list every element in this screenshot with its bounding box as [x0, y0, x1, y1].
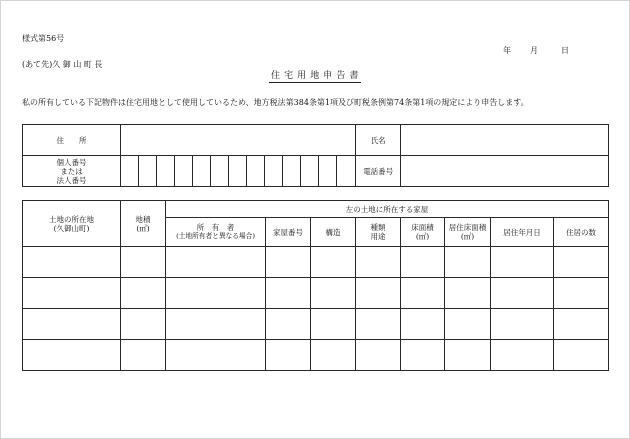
- property-cell-residence-date: [491, 309, 554, 340]
- property-cell-residential-floor-area: [445, 309, 491, 340]
- land-area-header-line: (㎡): [136, 223, 150, 233]
- structure-header: 構造: [311, 218, 356, 247]
- property-cell-dwelling-count: [554, 309, 609, 340]
- property-cell-residential-floor-area: [445, 340, 491, 371]
- owner-header-line: 所 有 者: [196, 223, 235, 232]
- property-cell-building-number: [266, 247, 311, 278]
- declaration-statement: 私の所有している下記物件は住宅用地として使用しているため、地方税法第384条第1項及び町税条例第74条第1項の規定により申告します。: [22, 98, 529, 107]
- applicant-table: [22, 124, 609, 187]
- number-digit-box: [229, 156, 247, 187]
- property-cell-dwelling-count: [554, 340, 609, 371]
- property-cell-owner: [166, 309, 266, 340]
- property-cell-residential-floor-area: [445, 247, 491, 278]
- type-use-header-line: 種類: [370, 223, 386, 232]
- number-label-line: 個人番号: [56, 157, 87, 167]
- property-cell-land-location: [23, 309, 121, 340]
- property-cell-floor-area: [401, 278, 445, 309]
- property-cell-building-number: [266, 309, 311, 340]
- property-cell-building-number: [266, 340, 311, 371]
- property-cell-type-use: [356, 340, 401, 371]
- number-label-line: 法人番号: [56, 175, 87, 185]
- property-cell-owner: [166, 247, 266, 278]
- property-cell-floor-area: [401, 309, 445, 340]
- number-digit-box: [301, 156, 319, 187]
- property-cell-structure: [311, 309, 356, 340]
- number-digit-box: [265, 156, 283, 187]
- property-cell-dwelling-count: [554, 278, 609, 309]
- number-digit-box: [139, 156, 157, 187]
- address-label: 住 所: [23, 125, 121, 156]
- property-cell-type-use: [356, 278, 401, 309]
- property-cell-residence-date: [491, 247, 554, 278]
- date-day-label: 日: [561, 46, 569, 55]
- address-row: [23, 125, 609, 156]
- type-use-header: [356, 218, 401, 247]
- property-cell-floor-area: [401, 247, 445, 278]
- number-row: [23, 156, 609, 187]
- property-cell-owner: [166, 340, 266, 371]
- land-location-header: [23, 201, 121, 247]
- property-table: [22, 200, 609, 371]
- land-location-header-line: (久御山町): [53, 223, 90, 233]
- property-cell-structure: [311, 278, 356, 309]
- property-cell-land-location: [23, 278, 121, 309]
- number-digit-box: [121, 156, 139, 187]
- name-label: 氏名: [356, 125, 401, 156]
- name-value: [401, 125, 609, 156]
- land-area-header: [121, 201, 166, 247]
- property-cell-dwelling-count: [554, 247, 609, 278]
- number-digit-box: [247, 156, 265, 187]
- addressee: (あて先)久 御 山 町 長: [22, 60, 103, 69]
- address-value: [121, 125, 356, 156]
- land-area-header-line: 地積: [135, 214, 151, 224]
- title-container: [0, 72, 630, 83]
- property-cell-type-use: [356, 309, 401, 340]
- floor-area-header: [401, 218, 445, 247]
- property-cell-owner: [166, 278, 266, 309]
- property-row: [23, 247, 609, 278]
- property-cell-floor-area: [401, 340, 445, 371]
- type-use-header-line: 用途: [370, 232, 386, 241]
- number-label-line: または: [60, 166, 83, 176]
- property-row: [23, 309, 609, 340]
- form-title: 住 宅 用 地 申 告 書: [271, 71, 359, 81]
- number-digit-box: [337, 156, 356, 187]
- date-year-label: 年: [503, 46, 511, 55]
- land-location-header-line: 土地の所在地: [49, 214, 94, 224]
- phone-value: [401, 156, 609, 187]
- number-digit-box: [193, 156, 211, 187]
- property-cell-residence-date: [491, 340, 554, 371]
- property-cell-structure: [311, 340, 356, 371]
- property-cell-land-area: [121, 309, 166, 340]
- property-cell-land-area: [121, 278, 166, 309]
- property-header-row: [23, 201, 609, 218]
- number-digit-box: [157, 156, 175, 187]
- residential-floor-area-header: [445, 218, 491, 247]
- property-cell-structure: [311, 247, 356, 278]
- property-cell-type-use: [356, 247, 401, 278]
- number-digit-box: [175, 156, 193, 187]
- owner-header-line: (土地所有者と異なる場合): [176, 232, 255, 240]
- form-number: 様式第56号: [22, 34, 65, 43]
- number-label: [23, 156, 121, 187]
- property-cell-residential-floor-area: [445, 278, 491, 309]
- property-cell-land-area: [121, 247, 166, 278]
- property-cell-building-number: [266, 278, 311, 309]
- phone-label: 電話番号: [356, 156, 401, 187]
- owner-header: [166, 218, 266, 247]
- residential-floor-area-header-line: (㎡): [460, 232, 475, 241]
- number-digit-box: [319, 156, 337, 187]
- building-number-header: 家屋番号: [266, 218, 311, 247]
- property-cell-land-location: [23, 247, 121, 278]
- floor-area-header-line: 床面積: [411, 223, 434, 232]
- buildings-group-header: 左の土地に所在する家屋: [166, 201, 609, 218]
- property-cell-land-area: [121, 340, 166, 371]
- dwelling-count-header: 住居の数: [554, 218, 609, 247]
- property-row: [23, 340, 609, 371]
- date-month-label: 月: [530, 46, 538, 55]
- number-digit-box: [283, 156, 301, 187]
- property-cell-land-location: [23, 340, 121, 371]
- residential-floor-area-header-line: 居住床面積: [448, 223, 487, 232]
- property-row: [23, 278, 609, 309]
- number-digit-box: [211, 156, 229, 187]
- residence-date-header: 居住年月日: [491, 218, 554, 247]
- floor-area-header-line: (㎡): [415, 232, 430, 241]
- property-cell-residence-date: [491, 278, 554, 309]
